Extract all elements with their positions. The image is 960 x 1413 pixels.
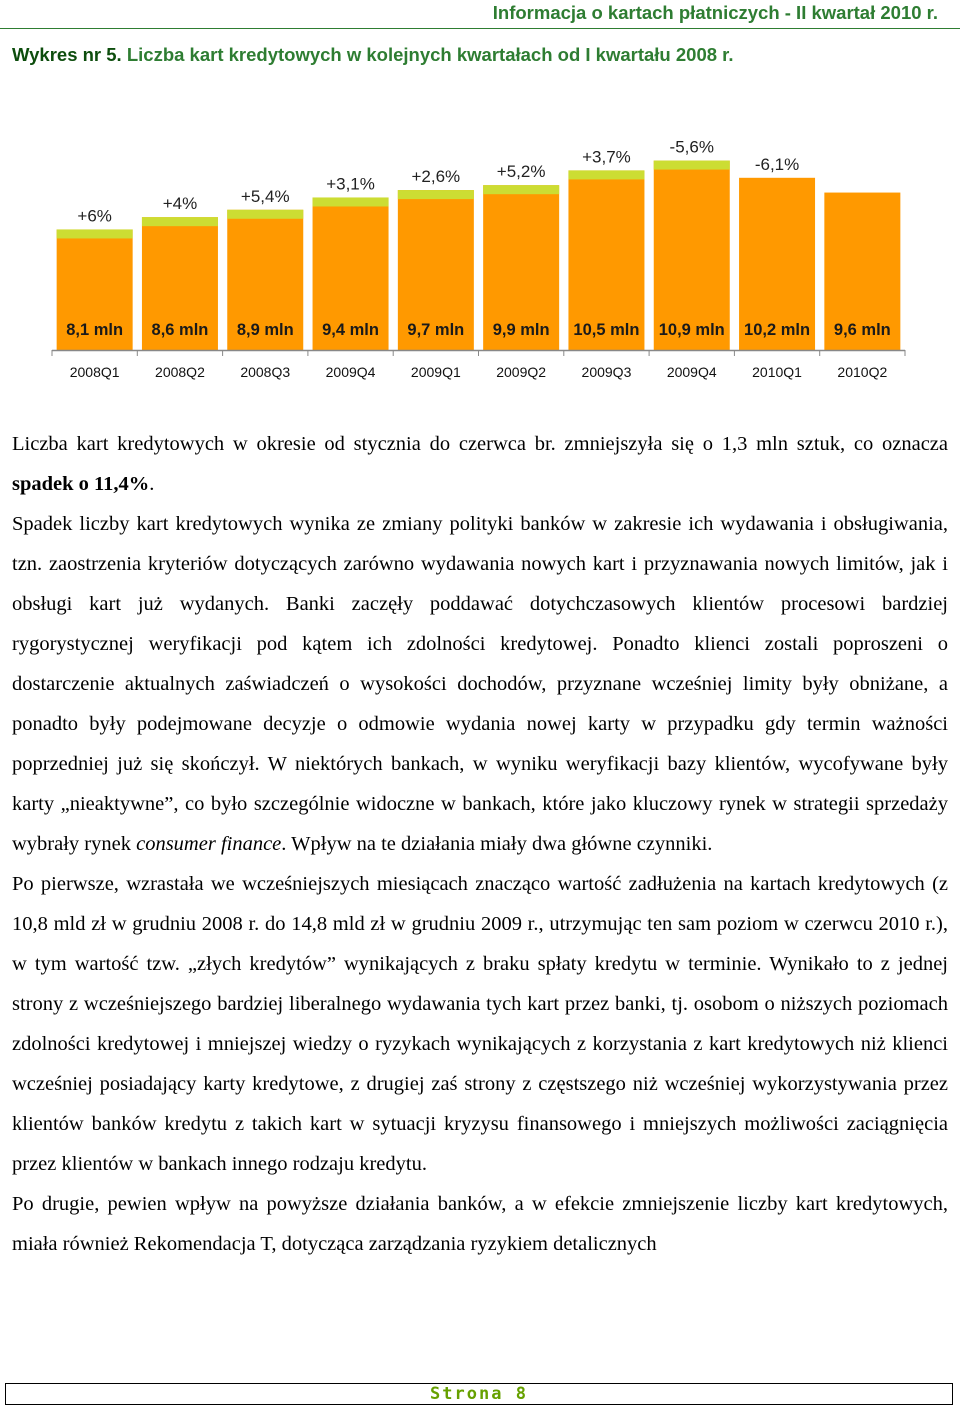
- chart-value-label: 10,5 mln: [573, 321, 640, 339]
- chart-bar-growth-cap: [654, 161, 730, 170]
- chart-bar-growth-cap: [313, 197, 389, 206]
- chart-value-label: 8,9 mln: [236, 321, 294, 339]
- chart-category-label: 2009Q4: [666, 364, 717, 380]
- chart-bar-growth-cap: [398, 190, 474, 199]
- figure-caption-text: Liczba kart kredytowych w kolejnych kwartałach od I kwartału 2008 r.: [121, 44, 734, 65]
- chart-value-label: 9,9 mln: [492, 321, 550, 339]
- chart-change-label: +5,4%: [240, 186, 290, 206]
- chart-value-label: 10,2 mln: [744, 321, 811, 339]
- page-footer: [5, 1383, 953, 1405]
- paragraph-summary-text: Liczba kart kredytowych w okresie od stycznia do czerwca br. zmniejszyła się o 1,3 mln sztuk, co oznacza: [12, 433, 948, 455]
- paragraph-second-factor: Po drugie, pewien wpływ na powyższe działania banków, a w efekcie zmniejszenie liczby kart kredytowych, miała również Rekomendacja T, dotycząca zarządzania ryzykiem detalicznych: [12, 1193, 948, 1255]
- chart-value-label: 9,7 mln: [407, 321, 465, 339]
- paragraph-decline-reasons-term: consumer finance: [136, 833, 282, 855]
- chart-category-label: 2009Q1: [410, 364, 461, 380]
- paragraph-decline-reasons: [12, 504, 948, 864]
- chart-value-label: 10,9 mln: [658, 321, 725, 339]
- chart-category-label: 2009Q2: [496, 364, 547, 380]
- paragraph-first-factor: Po pierwsze, wzrastała we wcześniejszych miesiącach znacząco wartość zadłużenia na kartach kredytowych (z 10,8 mld zł w grudniu 2008 r. do 14,8 mld zł w grudniu 2009 r., utrzymując ten sam poziom w czerwcu 2010 r.), w tym wartość tzw. „złych kredytów” wynikających z braku spłaty kredytu w terminie. Wynikało to z jednej strony z wcześniejszego bardziej liberalnego wydawania tych kart przez banki, tj. osobom o niższych poziomach zdolności kredytowej i mniejszej wiedzy o ryzykach wynikających z korzystania z kart kredytowych niż klienci wcześniej posiadający karty kredytowe, z drugiej zaś strony z częstszego niż wcześniej wykorzystywania przez klientów banków kredytu z takich kart w sytuacji kryzysu finansowego i mniejszych możliwości zaciągnięcia przez klientów w bankach innego rodzaju kredytu.: [12, 873, 948, 1175]
- paragraph-summary: [12, 424, 948, 504]
- chart-change-label: -5,6%: [669, 137, 714, 157]
- chart-bar-growth-cap: [142, 217, 218, 226]
- chart-change-label: +4%: [162, 194, 198, 214]
- paragraph-decline-reasons-end: . Wpływ na te działania miały dwa główne czynniki.: [281, 833, 713, 855]
- chart-bar-growth-cap: [57, 229, 133, 238]
- chart-category-label: 2008Q2: [155, 364, 205, 380]
- chart-value-label: 8,1 mln: [66, 321, 124, 339]
- chart-change-label: +2,6%: [411, 167, 461, 187]
- document-header-title: Informacja o kartach płatniczych - II kwartał 2010 r.: [492, 2, 938, 23]
- credit-card-count-chart: [0, 0, 960, 400]
- chart-bar-growth-cap: [227, 210, 303, 219]
- chart-value-label: 9,4 mln: [322, 321, 379, 339]
- chart-category-label: 2010Q1: [752, 364, 802, 380]
- chart-category-label: 2008Q3: [240, 364, 291, 380]
- body-text: [12, 424, 948, 1264]
- chart-category-label: 2010Q2: [837, 364, 888, 380]
- chart-change-label: +3,7%: [582, 147, 631, 167]
- chart-category-label: 2009Q3: [581, 364, 632, 380]
- chart-change-label: -6,1%: [754, 154, 800, 174]
- chart-change-label: +3,1%: [326, 174, 375, 194]
- chart-category-label: 2008Q1: [69, 364, 120, 380]
- paragraph-summary-end: .: [149, 473, 155, 495]
- chart-change-label: +5,2%: [496, 162, 546, 182]
- paragraph-summary-highlight: spadek o 11,4%: [12, 473, 150, 495]
- chart-change-label: +6%: [77, 206, 112, 226]
- chart-value-label: 8,6 mln: [151, 321, 209, 339]
- chart-value-label: 9,6 mln: [833, 321, 891, 339]
- paragraph-decline-reasons-text: Spadek liczby kart kredytowych wynika ze zmiany polityki banków w zakresie ich wydawania i obsługiwania, tzn. zaostrzenia kryteriów dotyczących zarówno wydawania nowych kart i przyznawania nowych limitów, jak i obsługi kart już wydanych. Banki zaczęły poddawać dotychczasowych klientów procesowi bardziej rygorystycznej weryfikacji pod kątem ich zdolności kredytowej. Ponadto klienci zostali poproszeni o dostarczenie aktualnych zaświadczeń o wysokości dochodów, przyznane wcześniej limity były obniżane, a ponadto były podejmowane decyzje o odmowie wydania nowej karty w przypadku gdy termin ważności poprzedniej już się skończył. W niektórych bankach, w wyniku weryfikacji bazy klientów, wycofywane były karty „nieaktywne”, co było szczególnie widoczne w bankach, które jako kluczowy rynek w strategii sprzedaży wybrały rynek: [12, 513, 948, 855]
- chart-bar-growth-cap: [483, 185, 559, 194]
- figure-caption-prefix: Wykres nr 5.: [12, 44, 122, 65]
- chart-category-label: 2009Q4: [325, 364, 376, 380]
- page-number-label: Strona 8: [430, 1384, 528, 1404]
- chart-bar-growth-cap: [568, 170, 644, 179]
